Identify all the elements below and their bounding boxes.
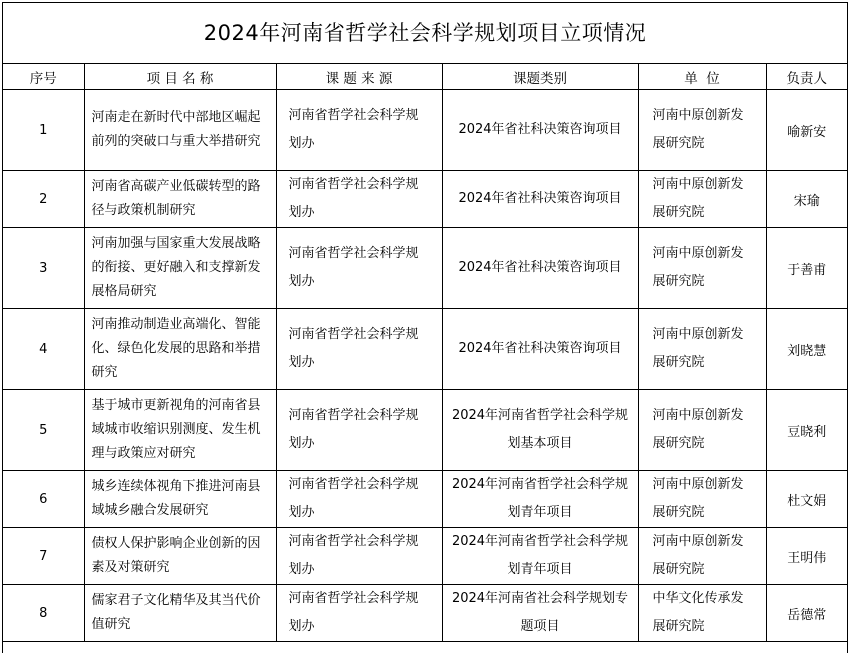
table-row — [3, 471, 847, 528]
row-unit: 河南中原创新发展研究院 — [638, 228, 766, 309]
project-table-sheet — [2, 2, 848, 653]
project-table — [3, 64, 847, 642]
table-row — [3, 528, 847, 585]
row-index: 5 — [3, 390, 84, 471]
row-category: 2024年省社科决策咨询项目 — [442, 309, 638, 390]
row-project-name: 城乡连续体视角下推进河南县域城乡融合发展研究 — [84, 471, 276, 528]
row-person: 刘晓慧 — [766, 309, 847, 390]
row-project-name: 基于城市更新视角的河南省县域城市收缩识别测度、发生机理与政策应对研究 — [84, 390, 276, 471]
row-index: 3 — [3, 228, 84, 309]
row-index: 1 — [3, 90, 84, 171]
row-project-name: 儒家君子文化精华及其当代价值研究 — [84, 585, 276, 642]
header-source: 课 题 来 源 — [276, 64, 442, 90]
row-index: 8 — [3, 585, 84, 642]
row-source: 河南省哲学社会科学规划办 — [276, 90, 442, 171]
table-row — [3, 90, 847, 171]
header-index: 序号 — [3, 64, 84, 90]
row-unit: 河南中原创新发展研究院 — [638, 528, 766, 585]
page-title: 2024年河南省哲学社会科学规划项目立项情况 — [3, 3, 847, 64]
table-row — [3, 390, 847, 471]
table-header-row — [3, 64, 847, 90]
row-category: 2024年河南省哲学社会科学规划基本项目 — [442, 390, 638, 471]
row-source: 河南省哲学社会科学规划办 — [276, 390, 442, 471]
row-person: 豆晓利 — [766, 390, 847, 471]
row-unit: 河南中原创新发展研究院 — [638, 309, 766, 390]
row-project-name: 河南走在新时代中部地区崛起前列的突破口与重大举措研究 — [84, 90, 276, 171]
row-source: 河南省哲学社会科学规划办 — [276, 228, 442, 309]
row-person: 喻新安 — [766, 90, 847, 171]
row-project-name: 河南加强与国家重大发展战略的衔接、更好融入和支撑新发展格局研究 — [84, 228, 276, 309]
table-row — [3, 585, 847, 642]
row-category: 2024年河南省社会科学规划专题项目 — [442, 585, 638, 642]
row-category: 2024年省社科决策咨询项目 — [442, 171, 638, 228]
row-category: 2024年河南省哲学社会科学规划青年项目 — [442, 471, 638, 528]
row-person: 于善甫 — [766, 228, 847, 309]
row-source: 河南省哲学社会科学规划办 — [276, 471, 442, 528]
row-project-name: 河南省高碳产业低碳转型的路径与政策机制研究 — [84, 171, 276, 228]
row-index: 2 — [3, 171, 84, 228]
row-person: 宋瑜 — [766, 171, 847, 228]
header-unit: 单 位 — [638, 64, 766, 90]
row-source: 河南省哲学社会科学规划办 — [276, 171, 442, 228]
row-index: 6 — [3, 471, 84, 528]
row-person: 岳德常 — [766, 585, 847, 642]
row-category: 2024年省社科决策咨询项目 — [442, 90, 638, 171]
table-row — [3, 228, 847, 309]
row-unit: 河南中原创新发展研究院 — [638, 171, 766, 228]
row-unit: 河南中原创新发展研究院 — [638, 90, 766, 171]
row-category: 2024年省社科决策咨询项目 — [442, 228, 638, 309]
row-project-name: 债权人保护影响企业创新的因素及对策研究 — [84, 528, 276, 585]
table-row — [3, 171, 847, 228]
row-category: 2024年河南省哲学社会科学规划青年项目 — [442, 528, 638, 585]
row-unit: 河南中原创新发展研究院 — [638, 471, 766, 528]
row-unit: 河南中原创新发展研究院 — [638, 390, 766, 471]
row-project-name: 河南推动制造业高端化、智能化、绿色化发展的思路和举措研究 — [84, 309, 276, 390]
row-index: 4 — [3, 309, 84, 390]
row-source: 河南省哲学社会科学规划办 — [276, 585, 442, 642]
row-source: 河南省哲学社会科学规划办 — [276, 528, 442, 585]
row-person: 王明伟 — [766, 528, 847, 585]
row-source: 河南省哲学社会科学规划办 — [276, 309, 442, 390]
row-index: 7 — [3, 528, 84, 585]
header-name: 项 目 名 称 — [84, 64, 276, 90]
row-unit: 中华文化传承发展研究院 — [638, 585, 766, 642]
table-row — [3, 309, 847, 390]
header-person: 负责人 — [766, 64, 847, 90]
header-category: 课题类别 — [442, 64, 638, 90]
row-person: 杜文娟 — [766, 471, 847, 528]
